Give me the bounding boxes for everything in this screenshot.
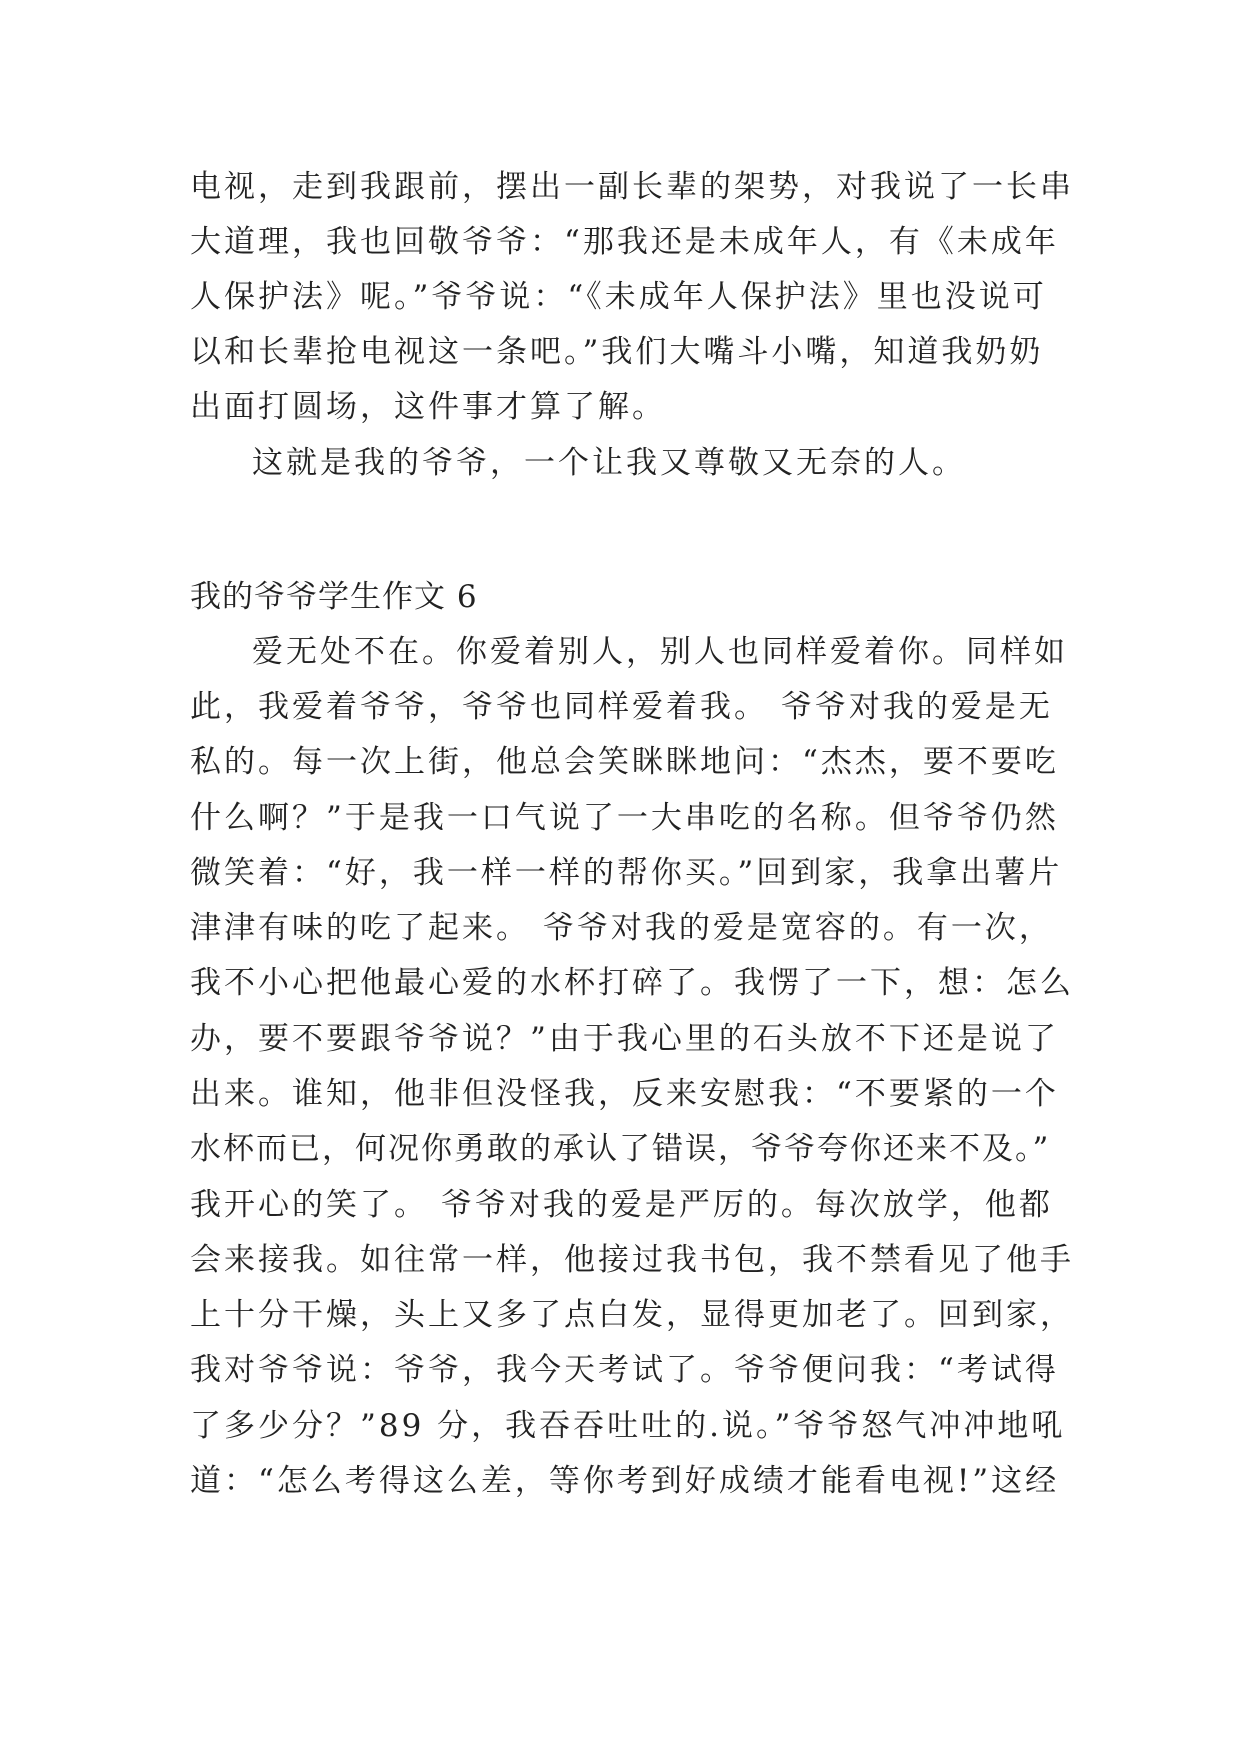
- paragraph-line: 我对爷爷说：爷爷，我今天考试了。爷爷便问我：“考试得: [190, 1352, 1059, 1388]
- paragraph-line: 以和长辈抢电视这一条吧。”我们大嘴斗小嘴，知道我奶奶: [190, 334, 1044, 370]
- paragraph-line: 会来接我。如往常一样，他接过我书包，我不禁看见了他手: [190, 1242, 1074, 1278]
- paragraph-line: 这就是我的爷爷，一个让我又尊敬又无奈的人。: [252, 445, 966, 481]
- paragraph-line: 我不小心把他最心爱的水杯打碎了。我愣了一下，想：怎么: [190, 965, 1074, 1001]
- paragraph-line: 此，我爱着爷爷，爷爷也同样爱着我。 爷爷对我的爱是无: [190, 689, 1053, 725]
- paragraph-line: 水杯而已，何况你勇敢的承认了错误，爷爷夸你还来不及。”: [190, 1131, 1051, 1167]
- paragraph-line: 微笑着：“好，我一样一样的帮你买。”回到家，我拿出薯片: [190, 855, 1063, 891]
- paragraph-line: 电视，走到我跟前，摆出一副长辈的架势，对我说了一长串: [190, 169, 1074, 205]
- paragraph-line: 出面打圆场，这件事才算了解。: [190, 389, 666, 425]
- paragraph-line: 了多少分？”89 分，我吞吞吐吐的.说。”爷爷怒气冲冲地吼: [190, 1408, 1066, 1444]
- paragraph-line: 爱无处不在。你爱着别人，别人也同样爱着你。同样如: [252, 634, 1068, 670]
- paragraph-line: 私的。每一次上街，他总会笑眯眯地问：“杰杰，要不要吃: [190, 744, 1059, 780]
- paragraph-line: 人保护法》呢。”爷爷说：“《未成年人保护法》里也没说可: [190, 279, 1047, 315]
- paragraph-line: 津津有味的吃了起来。 爷爷对我的爱是宽容的。有一次，: [190, 910, 1053, 946]
- paragraph-line: 我开心的笑了。 爷爷对我的爱是严厉的。每次放学，他都: [190, 1187, 1053, 1223]
- paragraph-line: 办，要不要跟爷爷说？”由于我心里的石头放不下还是说了: [190, 1021, 1059, 1057]
- paragraph-line: 上十分干燥，头上又多了点白发，显得更加老了。回到家，: [190, 1297, 1074, 1333]
- paragraph-line: 什么啊？”于是我一口气说了一大串吃的名称。但爷爷仍然: [190, 800, 1059, 836]
- section-heading: 我的爷爷学生作文 6: [190, 579, 478, 615]
- paragraph-line: 出来。谁知，他非但没怪我，反来安慰我：“不要紧的一个: [190, 1076, 1059, 1112]
- paragraph-line: 道：“怎么考得这么差，等你考到好成绩才能看电视!”这经: [190, 1463, 1060, 1499]
- paragraph-line: 大道理，我也回敬爷爷：“那我还是未成年人，有《未成年: [190, 224, 1059, 260]
